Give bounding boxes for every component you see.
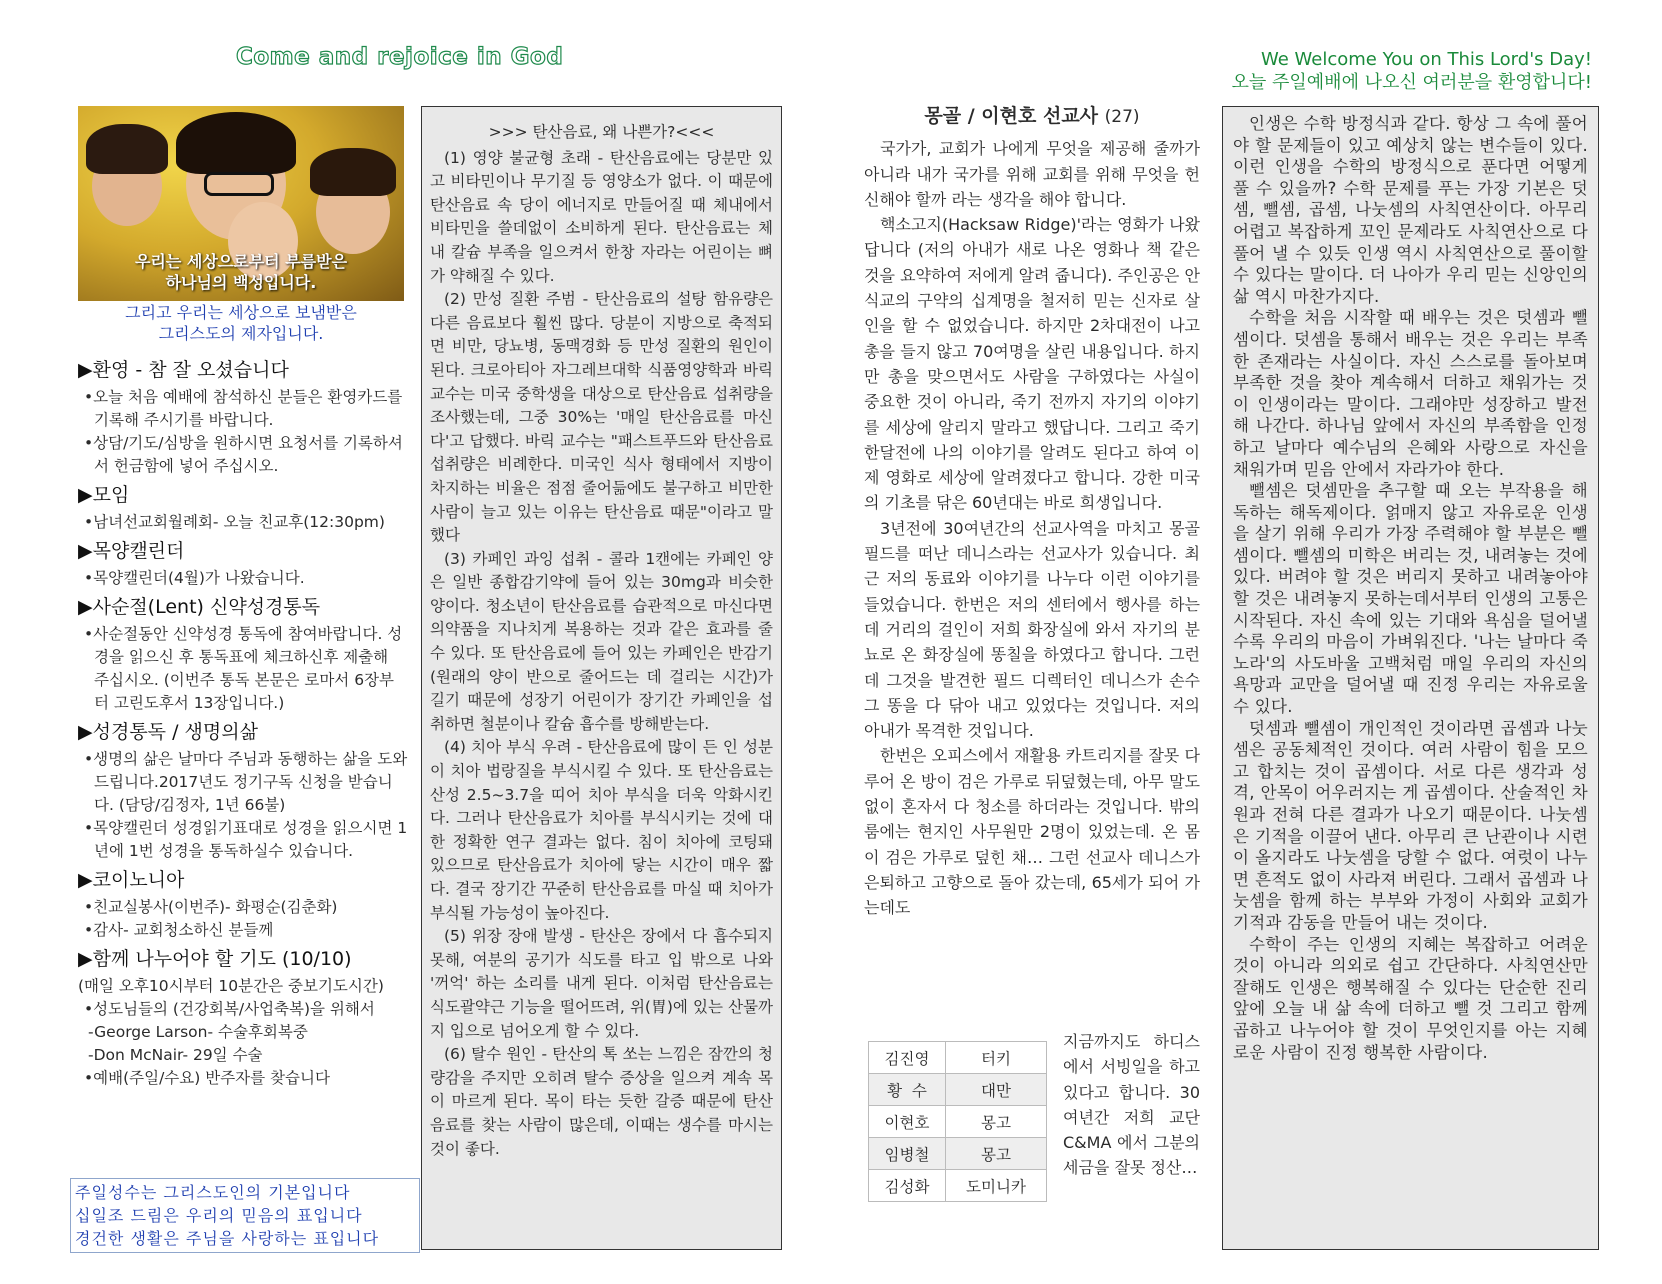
math-paragraph: 수학을 처음 시작할 때 배우는 것은 덧셈과 뺄셈이다. 덧셈을 통해서 배우는 것은 우리는 부족한 존재라는 사실이다. 자신 스스로를 돌아보며 부족한 것을 찾아 계속해서 더하고 채워가는 것이 인생이라는 말이다. 그래야만 성장하고 발전해 나간다. 하나님 앞에서 자신의 부족함을 인정하고 날마다 예수님의 은혜와 사랑으로 자신을 채워가며 믿음 안에서 자라가야 한다. [1233, 308, 1588, 479]
koinonia-item: •감사- 교회청소하신 분들께 [84, 921, 274, 939]
math-paragraph: 뺄셈은 덧셈만을 추구할 때 오는 부작용을 해독하는 해독제이다. 얽매지 않고 자유로운 인생을 살기 위해 우리가 가장 주력해야 할 부분은 뺄셈이다. 뺄셈의 미학은 버리는 것, 내려놓는 것에 있다. 버려야 할 것은 버리지 못하고 내려놓아야 할 것은 내려놓지 못하는데서부터 인생의 고통은 시작된다. 자신 속에 있는 기대와 욕심을 덜어낼수록 우리의 마음이 가벼워진다. '나는 날마다 죽노라'의 사도바울 고백처럼 매일 우리의 자신의 욕망과 교만을 덜어낼 때 진정 우리는 자유로울 수 있다. [1233, 481, 1588, 717]
soda-paragraph: (4) 치아 부식 우려 - 탄산음료에 많이 든 인 성분이 치아 법랑질을 부식시킬 수 있다. 또 탄산음료는 산성 2.5~3.7을 띠어 치아 부식을 더욱 악화시킨다. 그러나 탄산음료가 치아를 부식시키는 것에 대한 정확한 연구 결과는 없다. 침이 치아에 코팅돼 있으므로 탄산음료가 치아에 닿는 시간이 매우 짧다. 결국 장기간 꾸준히 탄산음료를 마실 때 치아가 부식될 가능성이 높아진다. [430, 738, 773, 922]
table-row [869, 1074, 1047, 1106]
soda-article-heading: >>> 탄산음료, 왜 나쁜가?<<< [488, 123, 715, 141]
soda-article-box [421, 106, 782, 1250]
photo-subcaption-line2: 그리스도의 제자입니다. [158, 324, 324, 343]
photo-subcaption [78, 302, 404, 344]
math-paragraph: 수학이 주는 인생의 지혜는 복잡하고 어려운 것이 아니라 의외로 쉽고 간단하다. 사칙연산만 잘해도 인생은 행복해질 수 있다는 단순한 진리 앞에 오늘 내 삶 속에 더하고 뺄 것 그리고 함께 곱하고 나누어야 할 것이 무엇인지를 아는 지혜로운 사람이 진정 행복한 사람이다. [1233, 934, 1588, 1062]
child-hair-right [310, 148, 396, 196]
meeting-heading: ▶모임 [78, 484, 130, 506]
photo-subcaption-line1: 그리고 우리는 세상으로 보냄받은 [125, 303, 357, 322]
photo-caption [78, 251, 404, 293]
soda-paragraph: (2) 만성 질환 주범 - 탄산음료의 설탕 함유량은 다른 음료보다 훨씬 많다. 당분이 지방으로 축적되면 비만, 당뇨병, 동맥경화 등 만성 질환의 원인이 된다. 크로아티아 자그레브대학 식품영양학과 바릭 교수는 미국 중학생을 대상으로 탄산음료 섭취량을 조사했는데, 그중 30%는 '매일 탄산음료를 마신다'고 답했다. 바릭 교수는 "패스트푸드와 탄산음료 섭취량은 비례한다. 미국인 식사 형태에서 지방이 차지하는 비율은 점점 줄어듦에도 불구하고 비만한 사람이 늘고 있는 이유는 탄산음료 때문"이라고 말했다 [430, 290, 773, 545]
family-photo [78, 106, 404, 301]
motto-line3: 경건한 생활은 주님을 사랑하는 표입니다 [75, 1229, 380, 1248]
table-row [869, 1042, 1047, 1074]
bible-heading: ▶성경통독 / 생명의삶 [78, 721, 258, 743]
missionary-country: 대만 [946, 1074, 1047, 1106]
welcome-heading: ▶환영 - 참 잘 오셨습니다 [78, 359, 289, 381]
child-hair-left [86, 124, 168, 174]
bible-item: •생명의 삶은 날마다 주님과 동행하는 삶을 도와드립니다.2017년도 정기구독 신청을 받습니다. (담당/김정자, 1년 66불) [84, 750, 408, 814]
welcome-korean: 오늘 주일예배에 나오신 여러분을 환영합니다! [1231, 72, 1592, 93]
prayer-item: -Don McNair- 29일 수술 [88, 1046, 263, 1064]
koinonia-heading: ▶코이노니아 [78, 869, 185, 891]
header-left-title: Come and rejoice in God [236, 44, 564, 70]
motto-box [70, 1178, 420, 1253]
photo-caption-line2: 하나님의 백성입니다. [165, 273, 317, 292]
prayer-item: -George Larson- 수술후회복중 [88, 1023, 308, 1041]
missionary-country: 몽고 [946, 1138, 1047, 1170]
header-welcome [1232, 48, 1592, 94]
prayer-item: •성도님들의 (건강회복/사업축복)을 위해서 [84, 1000, 375, 1018]
math-paragraph: 인생은 수학 방정식과 같다. 항상 그 속에 풀어야 할 문제들이 있고 예상치 않는 변수들이 있다. 이런 인생을 수학의 방정식으로 푼다면 어떻게 풀 수 있을까? 수학 문제를 푸는 가장 기본은 덧셈, 뺄셈, 곱셈, 나눗셈의 사칙연산이다. 아무리 어렵고 복잡하게 꼬인 문제라도 사칙연산으로 다 풀어 낼 수 있듯 인생 역시 사칙연산으로 풀이할 수 있다는 말이다. 더 나아가 우리 믿는 신앙인의 삶 역시 마찬가지다. [1233, 114, 1588, 306]
koinonia-item: •친교실봉사(이번주)- 화평순(김춘화) [84, 898, 338, 916]
missionary-country: 몽고 [946, 1106, 1047, 1138]
prayer-note: (매일 오후10시부터 10분간은 중보기도시간) [78, 977, 384, 995]
table-row [869, 1138, 1047, 1170]
missionary-name: 임병철 [869, 1138, 946, 1170]
missionary-paragraph: 핵소고지(Hacksaw Ridge)'라는 영화가 나왔답니다 (저의 아내가 새로 나온 영화나 책 같은 것을 요약하여 저에게 알려 줍니다). 주인공은 안식교의 구약의 십계명을 철저히 믿는 신자로 살인을 할 수 없었습니다. 하지만 2차대전이 나고 총을 들지 않고 70여명을 살린 내용입니다. 하지만 총을 맞으면서도 사람을 구하였다는 사실이 중요한 것이 아니라, 죽기 전까지 자기의 이야기를 세상에 알리지 말라고 했답니다. 그리고 죽기 한달전에 나의 이야기를 알려도 된다고 하여 이제 영화로 세상에 알려졌다고 합니다. 강한 미국의 기초를 닦은 60년대는 바로 희생입니다. [864, 215, 1200, 513]
calendar-heading: ▶목양캘린더 [78, 540, 185, 562]
math-paragraph: 덧셈과 뺄셈이 개인적인 것이라면 곱셈과 나눗셈은 공동체적인 것이다. 여러 사람이 힘을 모으고 합치는 것이 곱셈이다. 서로 다른 생각과 성격, 안목이 어우러지는 게 곱셈이다. 산술적인 차원과 전혀 다른 결과가 나오기 때문이다. 나눗셈은 기적을 이끌어 낸다. 아무리 큰 난관이나 시련이 올지라도 나눗셈을 당할 수 없다. 여럿이 나누면 흔적도 없이 사라져 버린다. 그래서 곱셈과 나눗셈을 함께 하는 부부와 가정이 사회와 교회가 기적과 감동을 만들어 내는 것이다. [1233, 718, 1588, 932]
missionary-name: 김성화 [869, 1170, 946, 1202]
soda-paragraph: (5) 위장 장애 발생 - 탄산은 장에서 다 흡수되지 못해, 여분의 공기가 식도를 타고 입 밖으로 나와 '꺼억' 하는 소리를 내게 된다. 이처럼 탄산음료는 식도괄약근 기능을 떨어뜨려, 위(胃)에 있는 산물까지 입으로 넘어오게 할 수 있다. [430, 927, 773, 1040]
missionary-name: 황 수 [869, 1074, 946, 1106]
bible-item: •목양캘린더 성경읽기표대로 성경을 읽으시면 1년에 1번 성경을 통독하실수 있습니다. [84, 819, 408, 860]
missionary-table [868, 1041, 1047, 1202]
missionary-paragraph: 3년전에 30여년간의 선교사역을 마치고 몽골필드를 떠난 데니스라는 선교사가 있습니다. 최근 저의 동료와 이야기를 나누다 이런 이야기를 들었습니다. 한번은 저의 센터에서 행사를 하는데 거리의 걸인이 저희 화장실에 와서 자기의 분뇨로 온 화장실에 똥칠을 하였다고 합니다. 그런데 그것을 발견한 필드 디렉터인 데니스가 손수 그 똥을 다 닦아 내고 있었다는 것입니다. 저의 아내가 목격한 것입니다. [864, 518, 1200, 741]
motto-line1: 주일성수는 그리스도인의 기본입니다 [75, 1183, 351, 1202]
table-row [869, 1106, 1047, 1138]
soda-paragraph: (1) 영양 불균형 초래 - 탄산음료에는 당분만 있고 비타민이나 무기질 등 영양소가 없다. 이 때문에 탄산음료 속 당이 에너지로 만들어질 때 체내에서 비타민을 쓸데없이 소비하게 된다. 탄산음료는 체내 칼슘 부족을 일으켜서 한창 자라는 어린이는 뼈가 약해질 수 있다. [430, 148, 773, 285]
announcements-column [78, 353, 408, 1090]
photo-caption-line1: 우리는 세상으로부터 부름받은 [134, 252, 348, 271]
prayer-heading: ▶함께 나누어야 할 기도 (10/10) [78, 948, 352, 970]
lent-item: •사순절동안 신약성경 통독에 참여바랍니다. 성경을 읽으신 후 통독표에 체크하신후 제출해 주십시오. (이번주 통독 본문은 로마서 6장부터 고린도후서 13장입니다.) [84, 625, 403, 712]
calendar-item: •목양캘린더(4월)가 나왔습니다. [84, 569, 305, 587]
missionary-paragraph-continued: 지금까지도 하디스에서 서빙일을 하고 있다고 합니다. 30여년간 저희 교단 C&MA 에서 그분의 세금을 잘못 정산… [1063, 1032, 1200, 1178]
welcome-english: We Welcome You on This Lord's Day! [1260, 49, 1592, 70]
missionary-name: 이현호 [869, 1106, 946, 1138]
missionary-heading [864, 104, 1200, 130]
prayer-item: •예배(주일/수요) 반주자를 찾습니다 [84, 1069, 330, 1087]
missionary-issue-number: (27) [1104, 107, 1140, 127]
missionary-title: 몽골 / 이현호 선교사 [924, 105, 1099, 127]
lent-heading: ▶사순절(Lent) 신약성경통독 [78, 596, 321, 618]
soda-paragraph: (3) 카페인 과잉 섭취 - 콜라 1캔에는 카페인 양은 일반 종합감기약에 들어 있는 30mg과 비슷한 양이다. 청소년이 탄산음료를 습관적으로 마신다면 의약품을 지나치게 복용하는 것과 같은 효과를 줄 수 있다. 또 탄산음료에 들어 있는 카페인은 반감기(원래의 양이 반으로 줄어드는 데 걸리는 시간)가 길기 때문에 성장기 어린이가 장기간 카페인을 섭취하면 철분이나 칼슘 흡수를 방해받는다. [430, 549, 773, 733]
meeting-item: •남녀선교회월례회- 오늘 친교후(12:30pm) [84, 513, 385, 531]
missionary-paragraph: 국가가, 교회가 나에게 무엇을 제공해 줄까가 아니라 내가 국가를 위해 교회를 위해 무엇을 헌신해야 할까 라는 생각을 해야 합니다. [864, 139, 1200, 209]
soda-paragraph: (6) 탈수 원인 - 탄산의 톡 쏘는 느낌은 잠깐의 청량감을 주지만 오히려 탈수 증상을 일으켜 계속 목이 마르게 된다. 목이 타는 듯한 갈증 때문에 탄산음료를 찾는 사람이 많은데, 이때는 생수를 마시는 것이 좋다. [430, 1045, 773, 1158]
missionary-paragraph: 한번은 오피스에서 재활용 카트리지를 잘못 다루어 온 방이 검은 가루로 뒤덮혔는데, 아무 말도 없이 혼자서 다 청소를 하더라는 것입니다. 밖의 룸에는 현지인 사무원만 2명이 있었는데. 온 몸이 검은 가루로 덮힌 채… 그런 선교사 데니스가 은퇴하고 고향으로 돌아 갔는데, 65세가 되어 가는데도 [864, 746, 1200, 918]
mother-hair [176, 112, 296, 174]
missionary-column [864, 104, 1200, 921]
missionary-country: 도미니카 [946, 1170, 1047, 1202]
motto-line2: 십일조 드림은 우리의 믿음의 표입니다 [75, 1206, 363, 1225]
missionary-name: 김진영 [869, 1042, 946, 1074]
glasses [204, 172, 274, 196]
welcome-item: •오늘 처음 예배에 참석하신 분들은 환영카드를 기록해 주시기를 바랍니다. [84, 388, 403, 429]
welcome-item: •상담/기도/심방을 원하시면 요청서를 기록하셔서 헌금함에 넣어 주십시오. [84, 434, 403, 475]
math-article-box [1222, 106, 1599, 1250]
missionary-country: 터키 [946, 1042, 1047, 1074]
table-row [869, 1170, 1047, 1202]
